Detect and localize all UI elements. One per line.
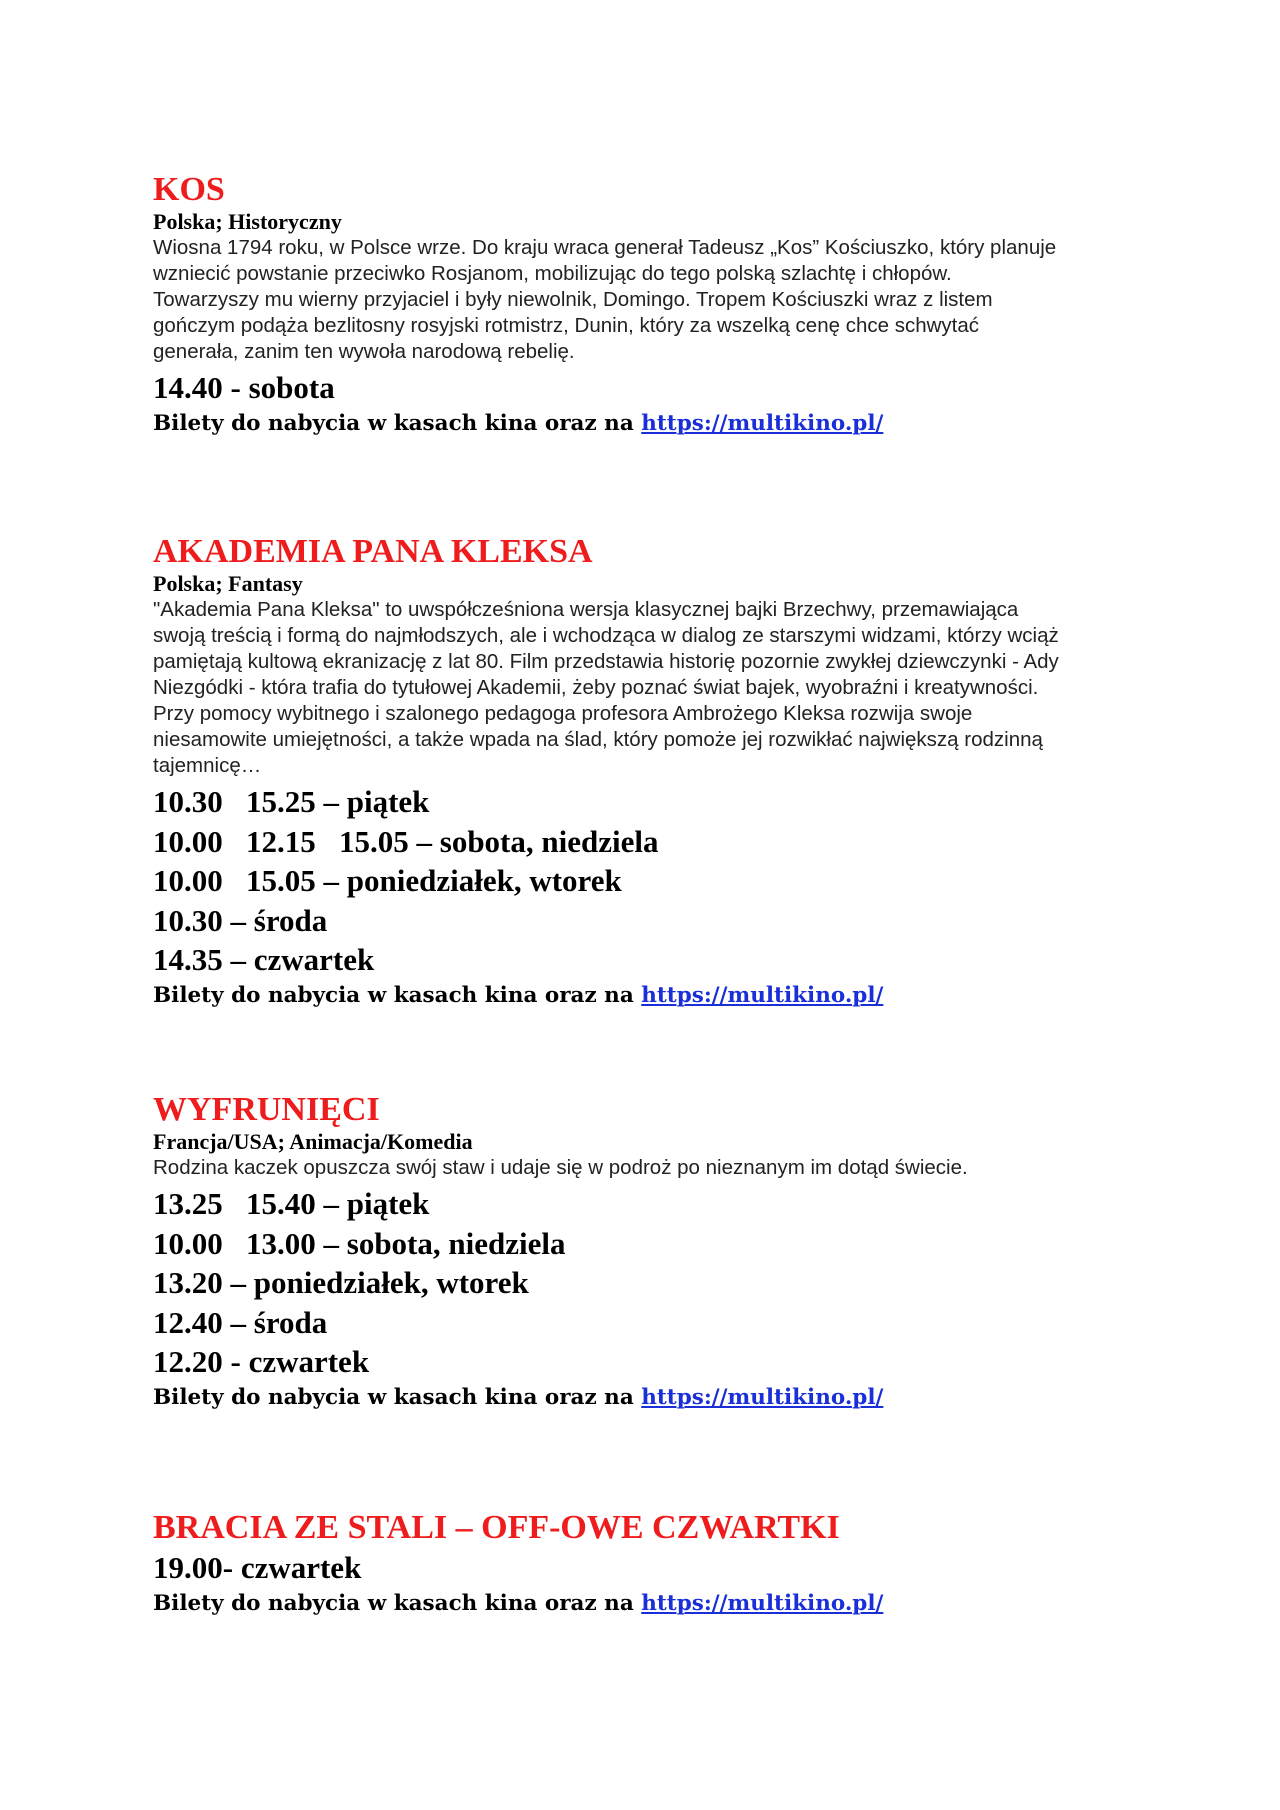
- showtime: 14.35 – czwartek: [153, 942, 375, 977]
- ticket-text: Bilety do nabycia w kasach kina oraz na: [153, 982, 642, 1008]
- description-line: pamiętają kultową ekranizację z lat 80. Film przedstawia historię pozornie zwykłej dziewczynki - Ady: [153, 650, 1059, 673]
- ticket-text: Bilety do nabycia w kasach kina oraz na: [153, 1590, 642, 1616]
- showtime: 13.20 – poniedziałek, wtorek: [153, 1265, 529, 1300]
- ticket-info: [153, 1382, 1163, 1414]
- description-line: generała, zanim ten wywoła narodową rebelię.: [153, 340, 575, 363]
- description-line: swoją treścią i formą do najmłodszych, ale i wchodząca w dialog ze starszymi widzami, którzy wciąż: [153, 624, 1059, 647]
- description-line: Wiosna 1794 roku, w Polsce wrze. Do kraju wraca generał Tadeusz „Kos” Kościuszko, który planuje: [153, 236, 1057, 259]
- movie-genre: Polska; Historyczny: [153, 209, 342, 234]
- showtime: 10.00 15.05 – poniedziałek, wtorek: [153, 863, 622, 898]
- showtime: 10.00 12.15 15.05 – sobota, niedziela: [153, 823, 659, 859]
- movie-bracia-ze-stali: [153, 1509, 1163, 1620]
- movie-description: [153, 235, 1163, 365]
- movie-description: [153, 1155, 1163, 1181]
- description-line: niesamowite umiejętności, a także wpada na ślad, który pomoże jej rozwikłać największą rodzinną: [153, 728, 1043, 751]
- movie-akademia-pana-kleksa: [153, 533, 1163, 1012]
- description-line: tajemnicę…: [153, 754, 262, 777]
- ticket-info: [153, 980, 1163, 1012]
- ticket-link[interactable]: https://multikino.pl/: [641, 1590, 884, 1616]
- ticket-text: Bilety do nabycia w kasach kina oraz na: [153, 1384, 642, 1410]
- movie-genre: Polska; Fantasy: [153, 571, 303, 596]
- ticket-info: [153, 1588, 1163, 1620]
- ticket-link[interactable]: https://multikino.pl/: [641, 1384, 884, 1410]
- description-line: Towarzyszy mu wierny przyjaciel i były niewolnik, Domingo. Tropem Kościuszki wraz z listem: [153, 288, 993, 311]
- movie-kos: [153, 171, 1163, 440]
- showtime: 12.40 – środa: [153, 1304, 328, 1340]
- showtime: 19.00- czwartek: [153, 1550, 362, 1585]
- description-line: wzniecić powstanie przeciwko Rosjanom, mobilizując do tego polską szlachtę i chłopów.: [153, 262, 952, 285]
- movie-genre: Francja/USA; Animacja/Komedia: [153, 1129, 473, 1154]
- movie-title: BRACIA ZE STALI – OFF-OWE CZWARTKI: [153, 1509, 840, 1546]
- ticket-link[interactable]: https://multikino.pl/: [641, 982, 884, 1008]
- movie-title: AKADEMIA PANA KLEKSA: [153, 533, 593, 570]
- showtimes-list: [153, 782, 1163, 980]
- description-line: gończym podąża bezlitosny rosyjski rotmistrz, Dunin, który za wszelką cenę chce schwytać: [153, 314, 980, 337]
- showtime: 10.30 15.25 – piątek: [153, 784, 430, 819]
- ticket-info: [153, 408, 1163, 440]
- showtimes-list: [153, 1184, 1163, 1382]
- movie-title: WYFRUNIĘCI: [153, 1091, 380, 1128]
- movie-title: KOS: [153, 171, 225, 208]
- showtimes-list: [153, 368, 1163, 408]
- showtimes-list: [153, 1548, 1163, 1588]
- ticket-link[interactable]: https://multikino.pl/: [641, 410, 884, 436]
- showtime: 12.20 - czwartek: [153, 1344, 370, 1379]
- description-line: "Akademia Pana Kleksa" to uwspółcześniona wersja klasycznej bajki Brzechwy, przemawiająca: [153, 598, 1019, 621]
- description-line: Niezgódki - która trafia do tytułowej Akademii, żeby poznać świat bajek, wyobraźni i kreatywności.: [153, 676, 1039, 699]
- description-line: Przy pomocy wybitnego i szalonego pedagoga profesora Ambrożego Kleksa rozwija swoje: [153, 702, 973, 725]
- description-line: Rodzina kaczek opuszcza swój staw i udaje się w podroż po nieznanym im dotąd świecie.: [153, 1156, 968, 1179]
- showtime: 10.00 13.00 – sobota, niedziela: [153, 1225, 566, 1261]
- movie-description: [153, 597, 1163, 779]
- showtime: 13.25 15.40 – piątek: [153, 1186, 430, 1221]
- movie-wyfrunieci: [153, 1091, 1163, 1414]
- showtime: 14.40 - sobota: [153, 370, 335, 405]
- ticket-text: Bilety do nabycia w kasach kina oraz na: [153, 410, 642, 436]
- showtime: 10.30 – środa: [153, 902, 328, 938]
